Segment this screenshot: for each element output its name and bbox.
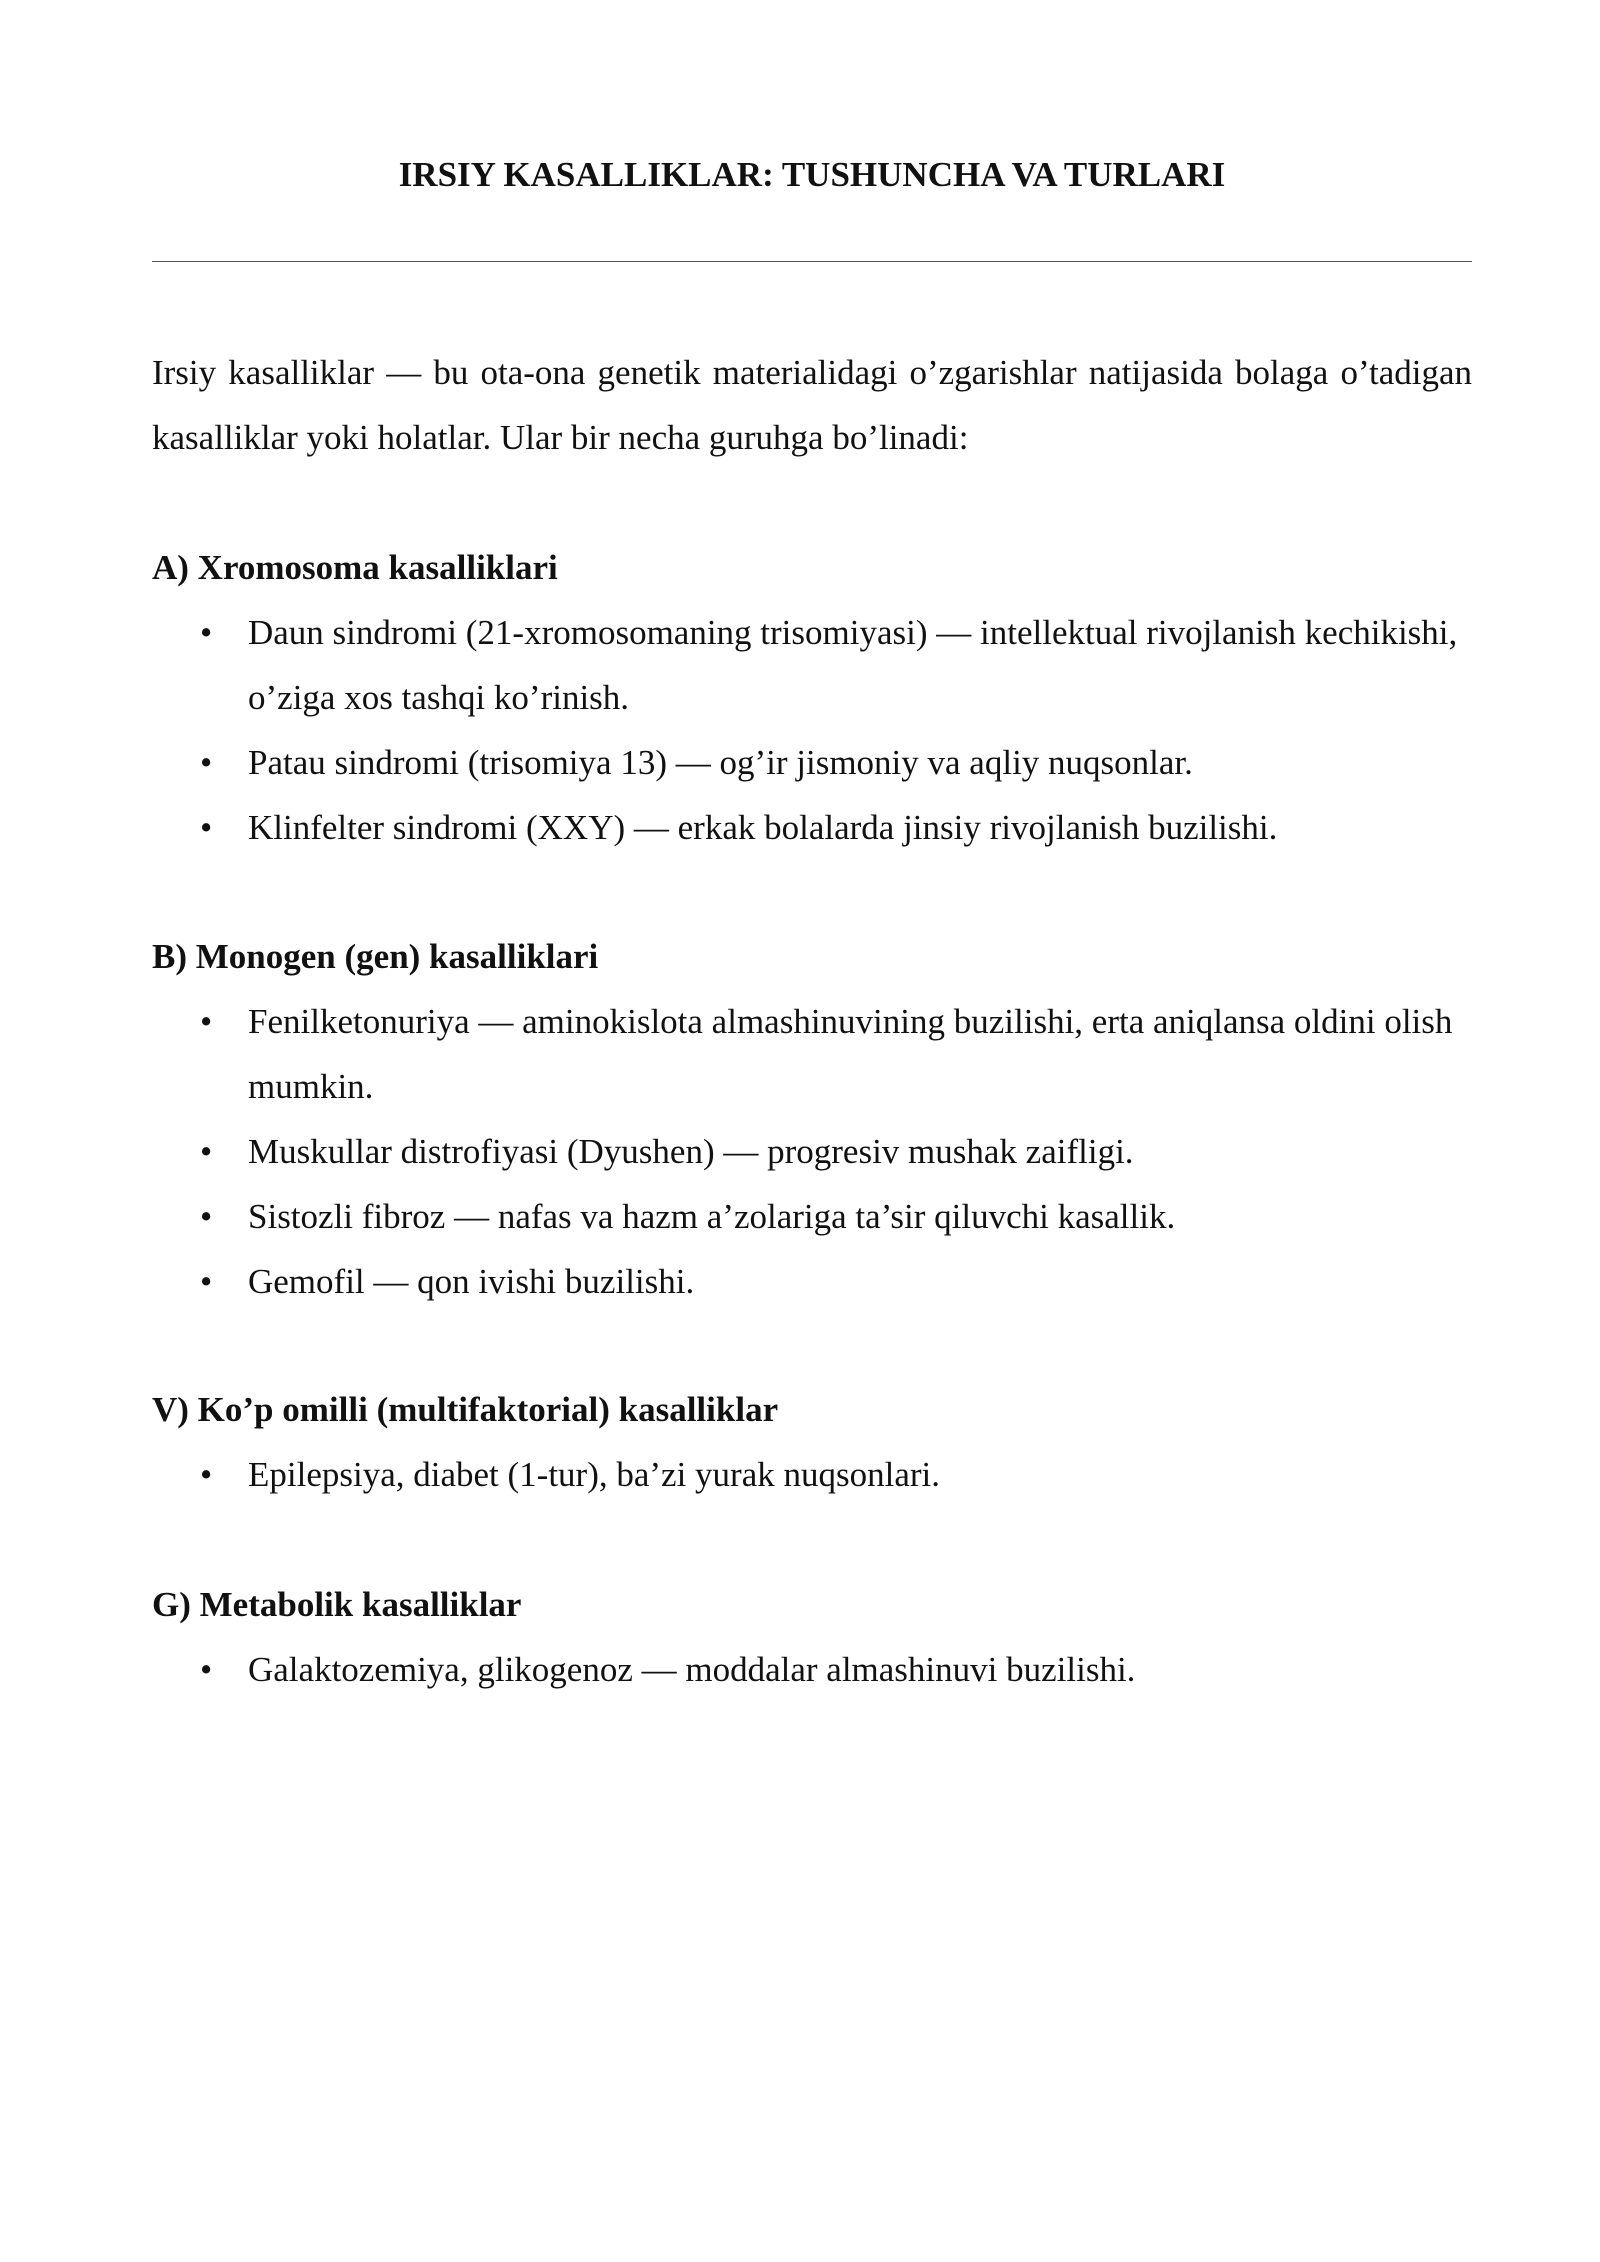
bullet-icon: • (200, 808, 213, 847)
section-heading: B) Monogen (gen) kasalliklari (152, 937, 599, 976)
bullet-icon: • (200, 613, 213, 652)
document-title: IRSIY KASALLIKLAR: TUSHUNCHA VA TURLARI (398, 155, 1226, 194)
bullet-icon: • (200, 1132, 213, 1171)
list-item (152, 1637, 1472, 1702)
list-item (152, 989, 1472, 1119)
list-item (152, 600, 1472, 730)
bullet-icon: • (200, 1650, 213, 1689)
list-item-text: Galaktozemiya, glikogenoz — moddalar almashinuvi buzilishi. (248, 1650, 1136, 1689)
section-chromosomal (152, 535, 1472, 860)
list-item-text: Muskullar distrofiyasi (Dyushen) — progresiv mushak zaifligi. (248, 1132, 1134, 1171)
section-multifactorial (152, 1377, 1472, 1507)
section-heading: G) Metabolik kasalliklar (152, 1585, 522, 1624)
list-item-text: Sistozli fibroz — nafas va hazm a’zolariga ta’sir qiluvchi kasallik. (248, 1197, 1176, 1236)
list-item (152, 1184, 1472, 1249)
bullet-icon: • (200, 1455, 213, 1494)
list-item-text: Klinfelter sindromi (XXY) — erkak bolalarda jinsiy rivojlanish buzilishi. (248, 808, 1278, 847)
list-item-text: Fenilketonuriya — aminokislota almashinuvining buzilishi, erta aniqlansa oldini olish mumkin. (248, 1002, 1453, 1106)
intro-paragraph: Irsiy kasalliklar — bu ota-ona genetik materialidagi o’zgarishlar natijasida bolaga o’tadigan kasalliklar yoki holatlar. Ular bir necha guruhga bo’linadi: (152, 353, 1472, 457)
section-metabolic (152, 1572, 1472, 1702)
list-item (152, 1249, 1472, 1314)
section-monogenic (152, 924, 1472, 1314)
list-item (152, 1442, 1472, 1507)
section-heading: A) Xromosoma kasalliklari (152, 548, 558, 587)
list-item-text: Gemofil — qon ivishi buzilishi. (248, 1262, 695, 1301)
bullet-list (152, 1442, 1472, 1507)
list-item-text: Epilepsiya, diabet (1-tur), ba’zi yurak nuqsonlari. (248, 1455, 941, 1494)
list-item (152, 795, 1472, 860)
bullet-list (152, 1637, 1472, 1702)
list-item-text: Patau sindromi (trisomiya 13) — og’ir jismoniy va aqliy nuqsonlar. (248, 743, 1193, 782)
bullet-icon: • (200, 743, 213, 782)
bullet-list (152, 600, 1472, 860)
bullet-list (152, 989, 1472, 1314)
bullet-icon: • (200, 1197, 213, 1236)
bullet-icon: • (200, 1002, 213, 1041)
list-item (152, 1119, 1472, 1184)
section-heading: V) Ko’p omilli (multifaktorial) kasalliklar (152, 1390, 779, 1429)
title-divider (152, 261, 1472, 262)
list-item-text: Daun sindromi (21-xromosomaning trisomiyasi) — intellektual rivojlanish kechikishi, o’ziga xos tashqi ko’rinish. (248, 613, 1458, 717)
list-item (152, 730, 1472, 795)
bullet-icon: • (200, 1262, 213, 1301)
